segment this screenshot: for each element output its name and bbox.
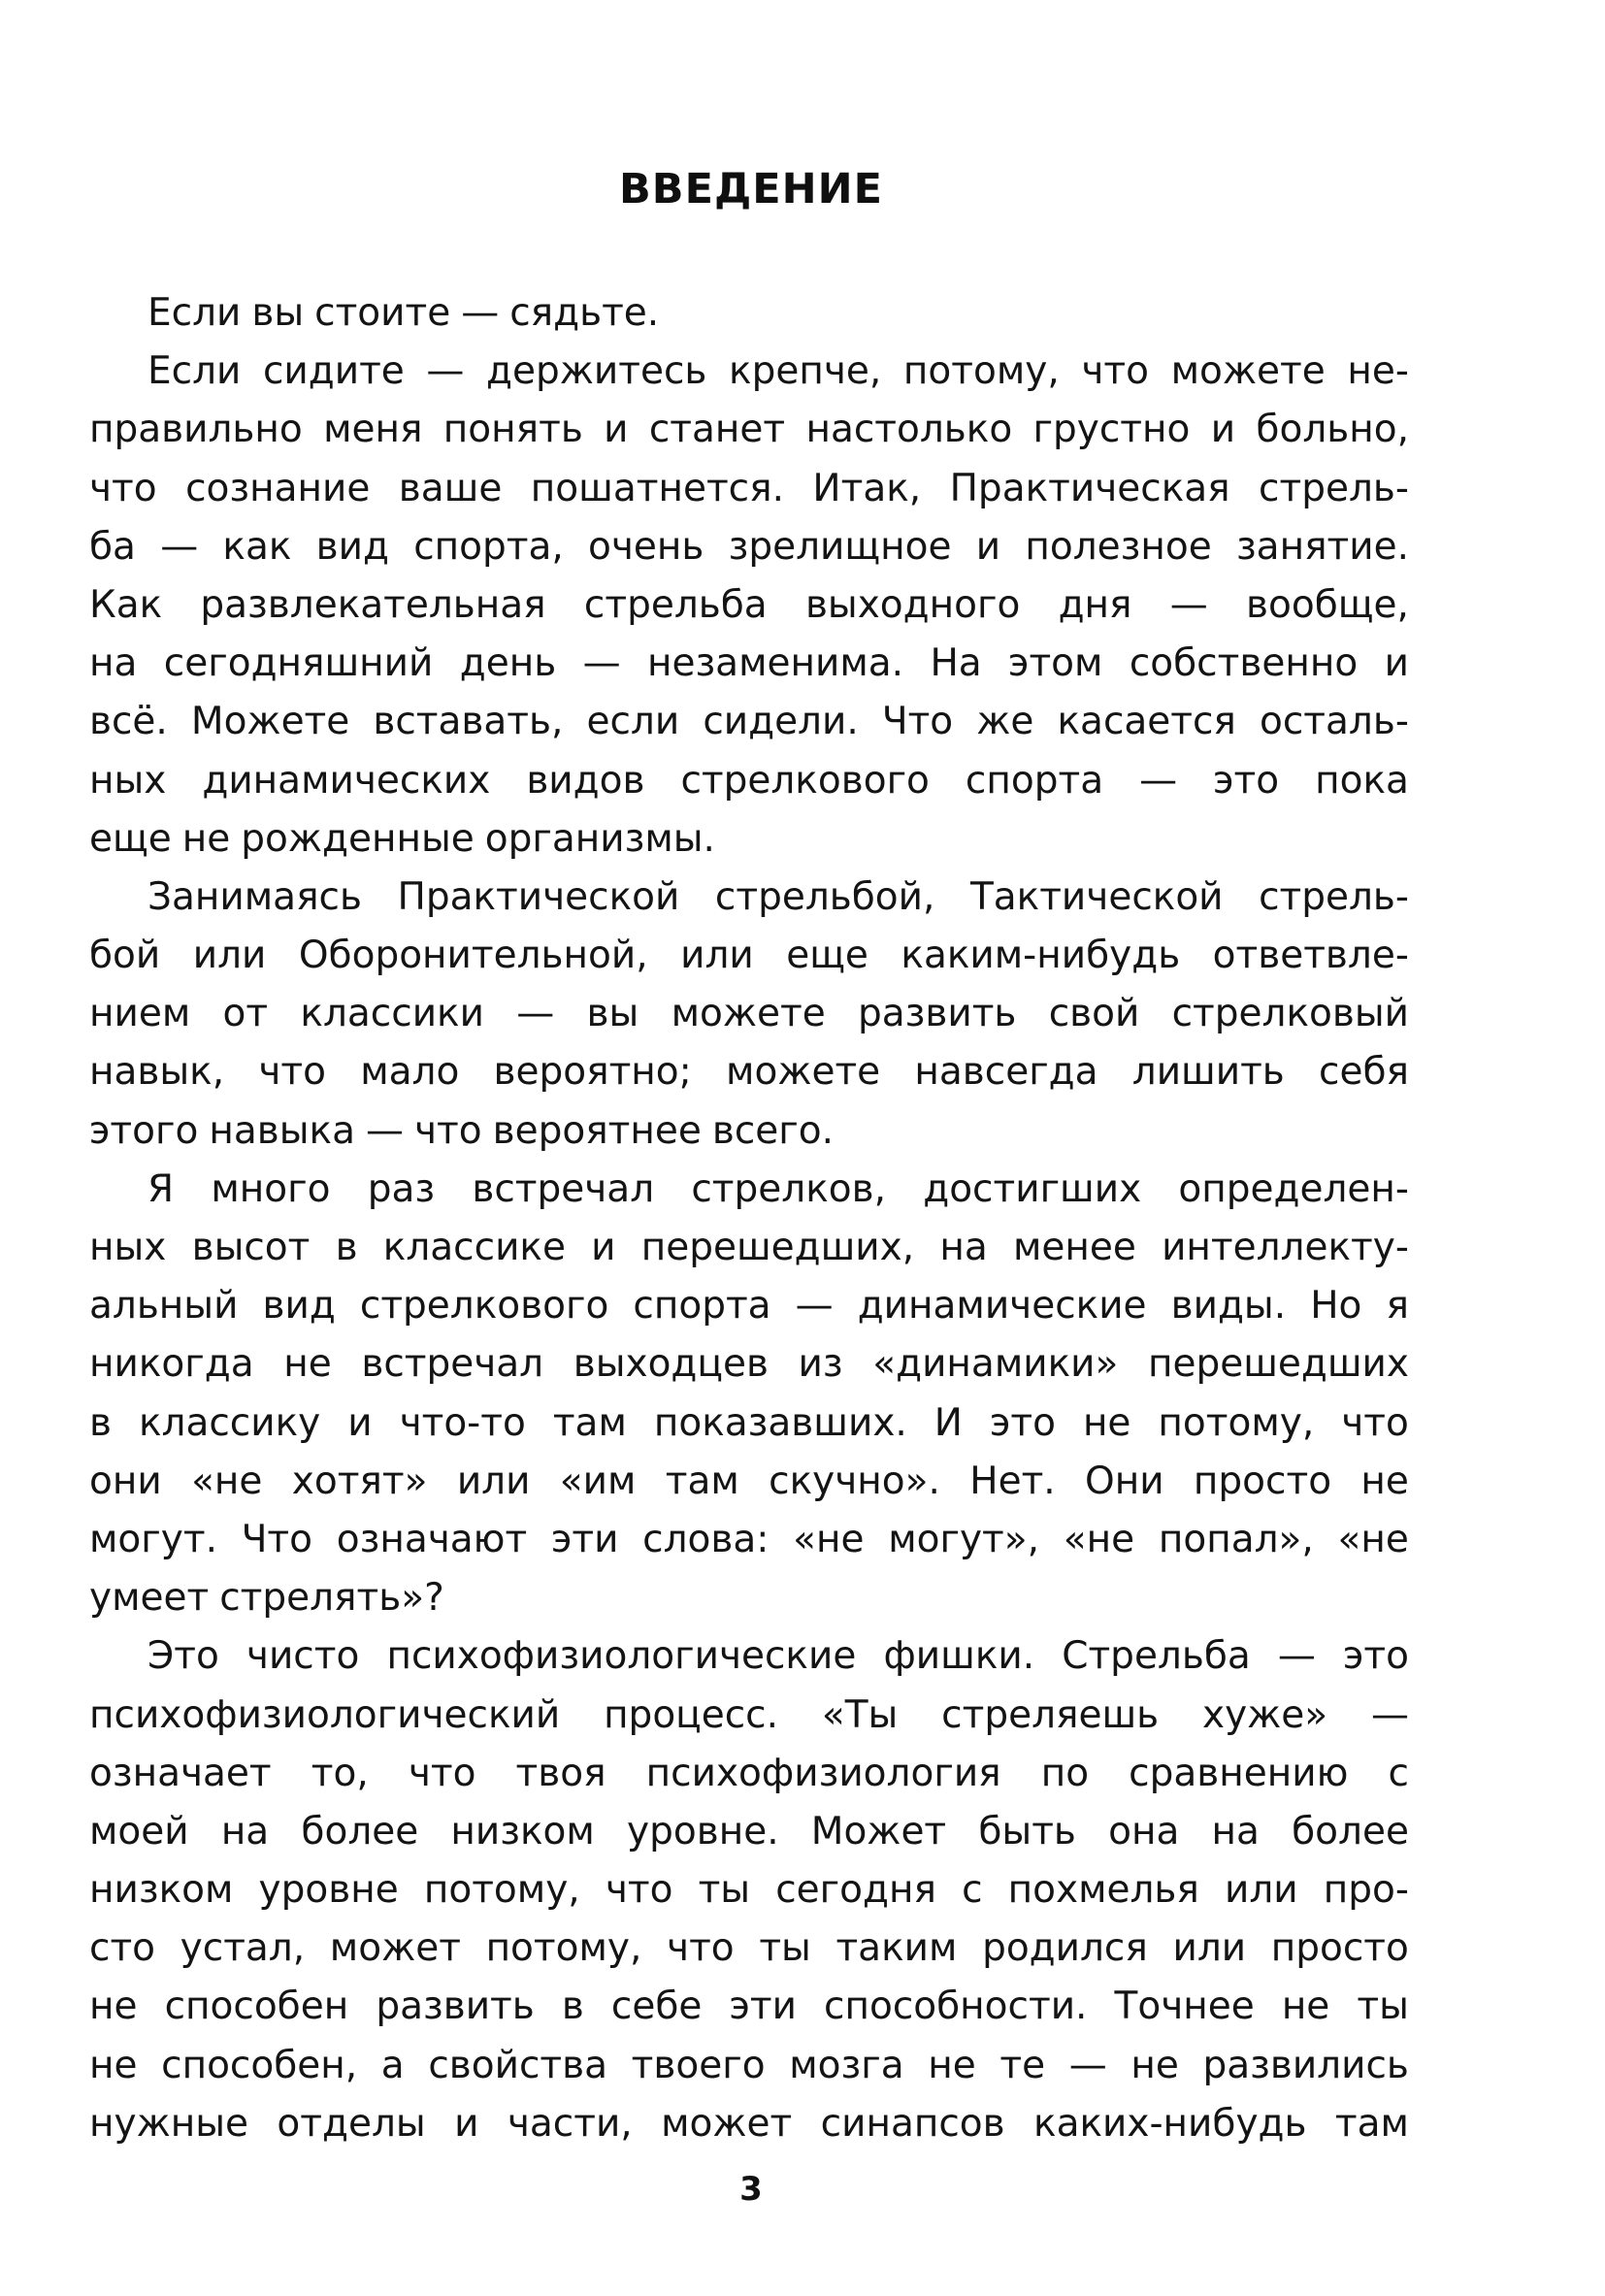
text-line: ных высот в классике и перешедших, на менее интеллекту- [89, 1226, 1409, 1269]
text-line: Если вы стоите — сядьте. [147, 291, 660, 335]
text-line: психофизиологический процесс. «Ты стреляешь хуже» — [89, 1692, 1409, 1737]
text-line: не способен развить в себе эти способности. Точнее не ты [89, 1984, 1409, 2029]
text-line: навык, что мало вероятно; можете навсегда лишить себя [89, 1050, 1409, 1095]
paragraph [89, 1627, 1409, 2153]
text-line: могут. Что означают эти слова: «не могут», «не попал», «не [89, 1517, 1409, 1561]
text-line: ных динамических видов стрелкового спорта — это пока [89, 758, 1409, 803]
text-line: правильно меня понять и станет настолько грустно и больно, [89, 408, 1409, 452]
text-line: бой или Оборонительной, или еще каким-нибудь ответвле- [89, 934, 1409, 978]
text-line: нужные отделы и части, может синапсов каких-нибудь там [89, 2101, 1409, 2146]
text-line: никогда не встречал выходцев из «динамики» перешедших [89, 1342, 1409, 1387]
text-line: всё. Можете вставать, если сидели. Что же касается осталь- [89, 700, 1409, 744]
body-text [89, 284, 1409, 2153]
text-line: этого навыка — что вероятнее всего. [89, 1108, 835, 1153]
paragraph [89, 284, 1409, 343]
paragraph [89, 1161, 1409, 1628]
text-line: Если сидите — держитесь крепче, потому, что можете не- [147, 349, 1409, 394]
text-line: нием от классики — вы можете развить свой стрелковый [89, 992, 1409, 1036]
page-number: 3 [739, 2170, 763, 2209]
text-line: ба — как вид спорта, очень зрелищное и полезное занятие. [89, 524, 1409, 569]
text-line: альный вид стрелкового спорта — динамические виды. Но я [89, 1284, 1409, 1328]
text-line: не способен, а свойства твоего мозга не те — не развились [89, 2043, 1409, 2087]
text-line: Занимаясь Практической стрельбой, Тактической стрель- [147, 874, 1409, 919]
text-line: умеет стрелять»? [89, 1576, 444, 1621]
text-line: Я много раз встречал стрелков, достигших определен- [147, 1166, 1409, 1211]
text-line: на сегодняшний день — незаменима. На этом собственно и [89, 641, 1409, 686]
chapter-heading: ВВЕДЕНИЕ [619, 165, 883, 213]
text-line: означает то, что твоя психофизиология по сравнению с [89, 1751, 1409, 1795]
text-line: они «не хотят» или «им там скучно». Нет. Они просто не [89, 1459, 1409, 1503]
text-line: Как развлекательная стрельба выходного дня — вообще, [89, 582, 1409, 627]
text-line: Это чисто психофизиологические фишки. Стрельба — это [147, 1634, 1409, 1679]
paragraph [89, 869, 1409, 1161]
text-line: низком уровне потому, что ты сегодня с похмелья или про- [89, 1868, 1409, 1913]
paragraph [89, 343, 1409, 869]
text-line: сто устал, может потому, что ты таким родился или просто [89, 1926, 1409, 1971]
text-line: что сознание ваше пошатнется. Итак, Практическая стрель- [89, 466, 1409, 510]
text-line: моей на более низком уровне. Может быть она на более [89, 1809, 1409, 1853]
text-line: еще не рожденные организмы. [89, 816, 715, 861]
text-line: в классику и что-то там показавших. И это не потому, что [89, 1400, 1409, 1445]
